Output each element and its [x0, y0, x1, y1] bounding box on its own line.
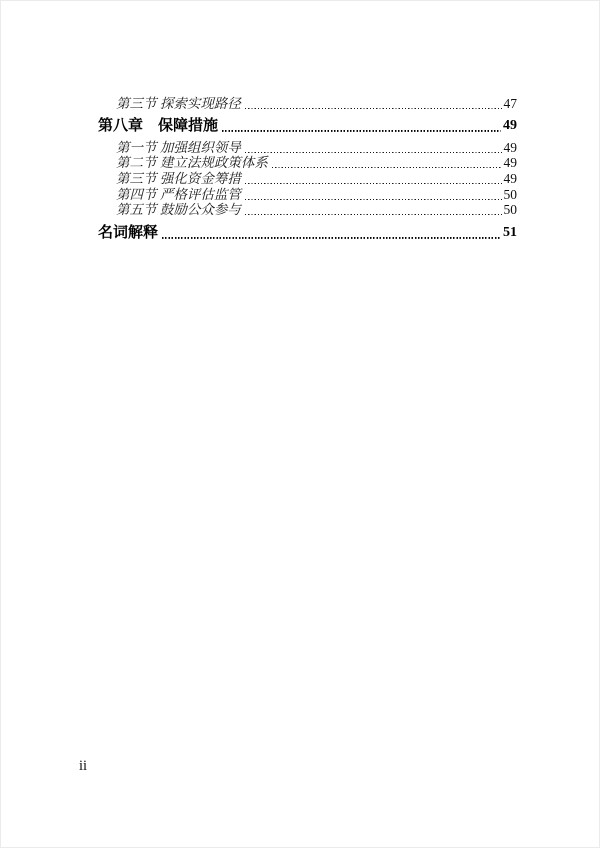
toc-entry-label: 第三节 强化资金筹措 — [116, 171, 241, 186]
toc-entry-page: 51 — [503, 225, 517, 241]
toc-entry-page: 49 — [503, 171, 517, 186]
dot-leader — [245, 213, 502, 215]
toc-entry-page: 50 — [503, 202, 517, 217]
toc-entry-label: 第八章 保障措施 — [98, 117, 219, 134]
toc-entry-page: 49 — [503, 140, 517, 155]
toc-entry[interactable] — [116, 141, 517, 155]
dot-leader — [245, 151, 502, 153]
toc-entry[interactable] — [116, 97, 517, 111]
toc-entry-label: 名词解释 — [98, 224, 159, 241]
toc-entry[interactable] — [116, 172, 517, 186]
toc-entry[interactable] — [116, 156, 517, 170]
footer-page-number: ii — [79, 758, 88, 774]
toc-entry[interactable] — [98, 225, 517, 241]
toc-entry-label: 第三节 探索实现路径 — [116, 96, 241, 111]
dot-leader — [245, 107, 502, 109]
toc-entry-page: 49 — [503, 118, 517, 134]
dot-leader — [162, 237, 501, 239]
toc-entry-label: 第一节 加强组织领导 — [116, 140, 241, 155]
dot-leader — [245, 198, 502, 200]
dot-leader — [245, 182, 502, 184]
toc-entry-label: 第二节 建立法规政策体系 — [116, 155, 268, 170]
toc-entry-page: 47 — [503, 96, 517, 111]
toc-entry[interactable] — [116, 188, 517, 202]
toc-entry[interactable] — [116, 203, 517, 217]
toc-entry-label: 第四节 严格评估监管 — [116, 187, 241, 202]
toc-entry-page: 49 — [503, 155, 517, 170]
toc-entry-page: 50 — [503, 187, 517, 202]
dot-leader — [222, 130, 501, 132]
toc-entry-label: 第五节 鼓励公众参与 — [116, 202, 241, 217]
dot-leader — [272, 166, 502, 168]
toc-entry[interactable] — [98, 118, 517, 134]
